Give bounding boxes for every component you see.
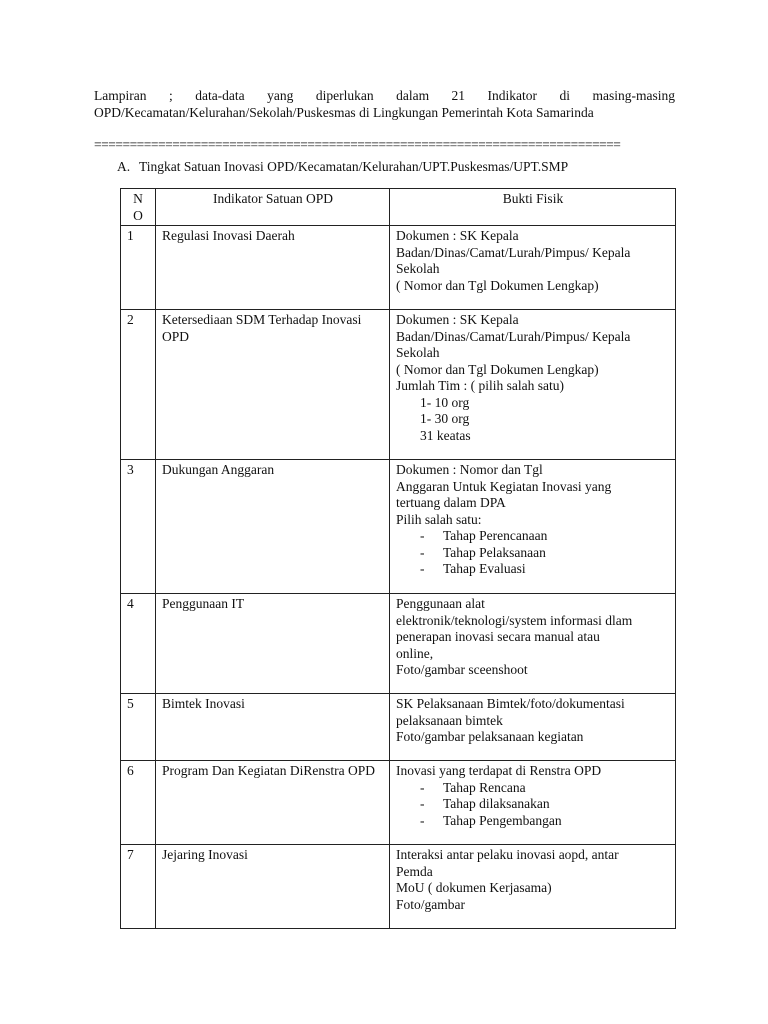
intro-paragraph xyxy=(94,88,675,121)
row-evidence: Dokumen : SK Kepala Badan/Dinas/Camat/Lurah/Pimpus/ Kepala Sekolah ( Nomor dan Tgl Dokumen Lengkap) Jumlah Tim : ( pilih salah satu) 1- 10 org 1- 30 org 31 keatas xyxy=(390,310,676,460)
section-title: Tingkat Satuan Inovasi OPD/Kecamatan/Kelurahan/UPT.Puskesmas/UPT.SMP xyxy=(139,159,569,174)
row-indicator: Jejaring Inovasi xyxy=(156,845,390,929)
row-number: 3 xyxy=(121,460,156,594)
row-indicator: Regulasi Inovasi Daerah xyxy=(156,226,390,310)
row-number: 7 xyxy=(121,845,156,929)
row-number: 4 xyxy=(121,594,156,694)
stage-item: - Tahap Rencana xyxy=(420,779,526,795)
indicator-table xyxy=(120,188,676,929)
stage-item: - Tahap Perencanaan xyxy=(420,528,548,543)
row-evidence: Dokumen : SK Kepala Badan/Dinas/Camat/Lurah/Pimpus/ Kepala Sekolah ( Nomor dan Tgl Dokumen Lengkap) xyxy=(390,226,676,310)
header-evidence: Bukti Fisik xyxy=(390,189,676,226)
row-indicator: Dukungan Anggaran xyxy=(156,460,390,594)
row-evidence: Interaksi antar pelaku inovasi aopd, antar Pemda MoU ( dokumen Kerjasama) Foto/gambar xyxy=(390,845,676,929)
team-option: 1- 30 org xyxy=(420,411,470,426)
stage-item: - Tahap dilaksanakan xyxy=(420,796,550,811)
intro-line-2: OPD/Kecamatan/Kelurahan/Sekolah/Puskesmas di Lingkungan Pemerintah Kota Samarinda xyxy=(94,104,594,120)
row-number: 2 xyxy=(121,310,156,460)
row-number: 1 xyxy=(121,226,156,310)
row-indicator: Program Dan Kegiatan DiRenstra OPD xyxy=(156,761,390,845)
separator-line: ========================================================================== xyxy=(94,137,621,152)
table-row xyxy=(121,310,676,460)
row-evidence: Dokumen : Nomor dan Tgl Anggaran Untuk Kegiatan Inovasi yang tertuang dalam DPA Pilih salah satu: - Tahap Perencanaan - Tahap Pelaksanaan - Tahap Evaluasi xyxy=(390,460,676,594)
team-option: 1- 10 org xyxy=(420,394,470,410)
team-option: 31 keatas xyxy=(420,427,471,443)
row-number: 5 xyxy=(121,694,156,761)
row-evidence: Penggunaan alat elektronik/teknologi/system informasi dlam penerapan inovasi secara manual atau online, Foto/gambar sceenshoot xyxy=(390,594,676,694)
row-number: 6 xyxy=(121,761,156,845)
stage-item: - Tahap Pengembangan xyxy=(420,812,562,828)
row-evidence: SK Pelaksanaan Bimtek/foto/dokumentasi pelaksanaan bimtek Foto/gambar pelaksanaan kegiatan xyxy=(390,694,676,761)
table-row xyxy=(121,694,676,761)
header-no: NO xyxy=(121,189,156,226)
table-row xyxy=(121,761,676,845)
table-header-row xyxy=(121,189,676,226)
row-evidence: Inovasi yang terdapat di Renstra OPD - Tahap Rencana - Tahap dilaksanakan - Tahap Pengembangan xyxy=(390,761,676,845)
table-row xyxy=(121,460,676,594)
table-row xyxy=(121,594,676,694)
table-row xyxy=(121,226,676,310)
row-indicator: Penggunaan IT xyxy=(156,594,390,694)
header-indicator: Indikator Satuan OPD xyxy=(156,189,390,226)
section-number: A. xyxy=(117,159,131,174)
table-row xyxy=(121,845,676,929)
section-heading xyxy=(117,159,677,176)
row-indicator: Bimtek Inovasi xyxy=(156,694,390,761)
row-indicator: Ketersediaan SDM Terhadap Inovasi OPD xyxy=(156,310,390,460)
stage-item: - Tahap Pelaksanaan xyxy=(420,544,546,560)
intro-line-1: Lampiran ; data-data yang diperlukan dalam 21 Indikator di masing-masing xyxy=(94,88,675,103)
stage-item: - Tahap Evaluasi xyxy=(420,561,526,576)
